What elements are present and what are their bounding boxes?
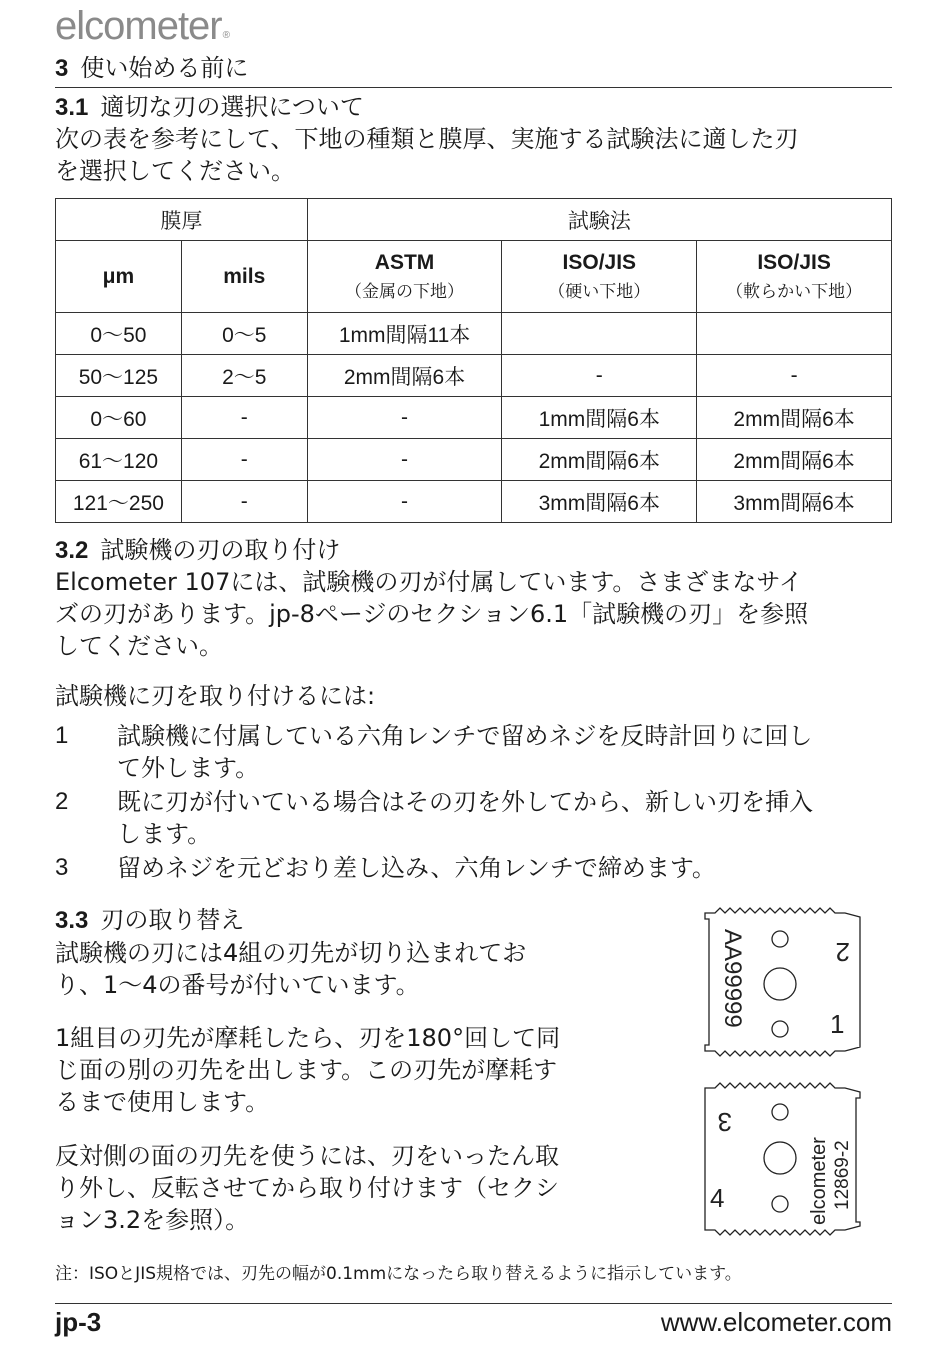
list-item: 2 既に刃が付いている場合はその刃を外してから、新しい刃を挿入 します。 [55, 788, 813, 848]
cell-iso-hard: 2mm間隔6本 [502, 439, 697, 481]
header-um: μm [56, 241, 182, 313]
cell-astm: - [307, 481, 502, 523]
cell-mils: 0～5 [181, 313, 307, 355]
cell-astm: - [307, 397, 502, 439]
cell-um: 0～50 [56, 313, 182, 355]
blade-edge-number: 1 [830, 1009, 845, 1039]
section-3-3-paragraph-1: 試験機の刃には4組の刃先が切り込まれてお り、1～4の番号が付いています。 [55, 939, 527, 999]
blade-edge-number: 3 [717, 1107, 732, 1137]
cell-iso-hard: 1mm間隔6本 [502, 397, 697, 439]
cell-mils: - [181, 397, 307, 439]
footnote: 注：ISOとJIS規格では、刃先の幅が0.1mmになったら取り替えるように指示しています。 [55, 1264, 742, 1284]
page-number: jp-3 [55, 1307, 102, 1337]
cell-iso-soft [697, 313, 892, 355]
cell-mils: 2～5 [181, 355, 307, 397]
blade-edge-number: 2 [835, 937, 850, 967]
blade-brand-mark: elcometer [808, 1137, 830, 1225]
section-3-2-paragraph: Elcometer 107には、試験機の刃が付属しています。さまざまなサイ ズの刃があります。jp-8ページのセクション6.1「試験機の刃」を参照 してください。 [55, 568, 809, 660]
elcometer-logo: elcometer® [55, 4, 229, 48]
blade-serial: AA99999 [719, 929, 746, 1028]
section-3-1-paragraph: 次の表を参考にして、下地の種類と膜厚、実施する試験法に適した刃 を選択してください。 [55, 125, 799, 185]
cell-um: 61～120 [56, 439, 182, 481]
table-column-header-row [56, 241, 892, 313]
table-row [56, 397, 892, 439]
section-3-3-paragraph-3: 反対側の面の刃先を使うには、刃をいったん取 り外し、反転させてから取り付けます（セクシ ョン3.2を参照）。 [55, 1142, 559, 1234]
cell-iso-hard: - [502, 355, 697, 397]
install-steps [55, 720, 895, 886]
header-iso-jis-soft: ISO/JIS （軟らかい下地） [697, 241, 892, 313]
cell-um: 0～60 [56, 397, 182, 439]
website-url: www.elcometer.com [660, 1307, 892, 1337]
cell-iso-soft: 2mm間隔6本 [697, 439, 892, 481]
list-item: 3 留めネジを元どおり差し込み、六角レンチで締めます。 [55, 854, 716, 882]
cell-um: 121～250 [56, 481, 182, 523]
cell-mils: - [181, 481, 307, 523]
header-thickness: 膜厚 [56, 199, 308, 241]
footer-divider [55, 1303, 892, 1304]
header-test-method: 試験法 [307, 199, 891, 241]
section-3-1-heading: 3.1 適切な刃の選択について [55, 93, 364, 121]
blade-bottom [705, 1083, 860, 1235]
table-row [56, 439, 892, 481]
cell-astm: 1mm間隔11本 [307, 313, 502, 355]
cell-iso-hard [502, 313, 697, 355]
table-group-header-row [56, 199, 892, 241]
install-intro: 試験機に刃を取り付けるには: [55, 682, 376, 710]
list-item: 1 試験機に付属している六角レンチで留めネジを反時計回りに回し て外します。 [55, 722, 813, 782]
cell-um: 50～125 [56, 355, 182, 397]
table-row [56, 481, 892, 523]
cell-iso-soft: - [697, 355, 892, 397]
table-row [56, 313, 892, 355]
section-3-heading: 3 使い始める前に [55, 53, 892, 88]
header-mils: mils [181, 241, 307, 313]
section-3-2-heading: 3.2 試験機の刃の取り付け [55, 536, 341, 564]
table-row [56, 355, 892, 397]
cell-astm: - [307, 439, 502, 481]
cell-mils: - [181, 439, 307, 481]
section-3-3-heading: 3.3 刃の取り替え [55, 906, 245, 934]
header-iso-jis-hard: ISO/JIS （硬い下地） [502, 241, 697, 313]
cell-iso-soft: 2mm間隔6本 [697, 397, 892, 439]
blade-edge-number: 4 [710, 1183, 725, 1213]
cell-astm: 2mm間隔6本 [307, 355, 502, 397]
cell-iso-hard: 3mm間隔6本 [502, 481, 697, 523]
cell-iso-soft: 3mm間隔6本 [697, 481, 892, 523]
section-3-3-paragraph-2: 1組目の刃先が摩耗したら、刃を180°回して同 じ面の別の刃先を出します。この刃先が摩耗す るまで使用します。 [55, 1024, 561, 1116]
blade-selection-table [55, 198, 892, 523]
blade-top [705, 908, 860, 1056]
blade-part-number: 12869-2 [832, 1140, 853, 1210]
header-astm: ASTM （金属の下地） [307, 241, 502, 313]
blade-diagram [700, 905, 865, 1240]
